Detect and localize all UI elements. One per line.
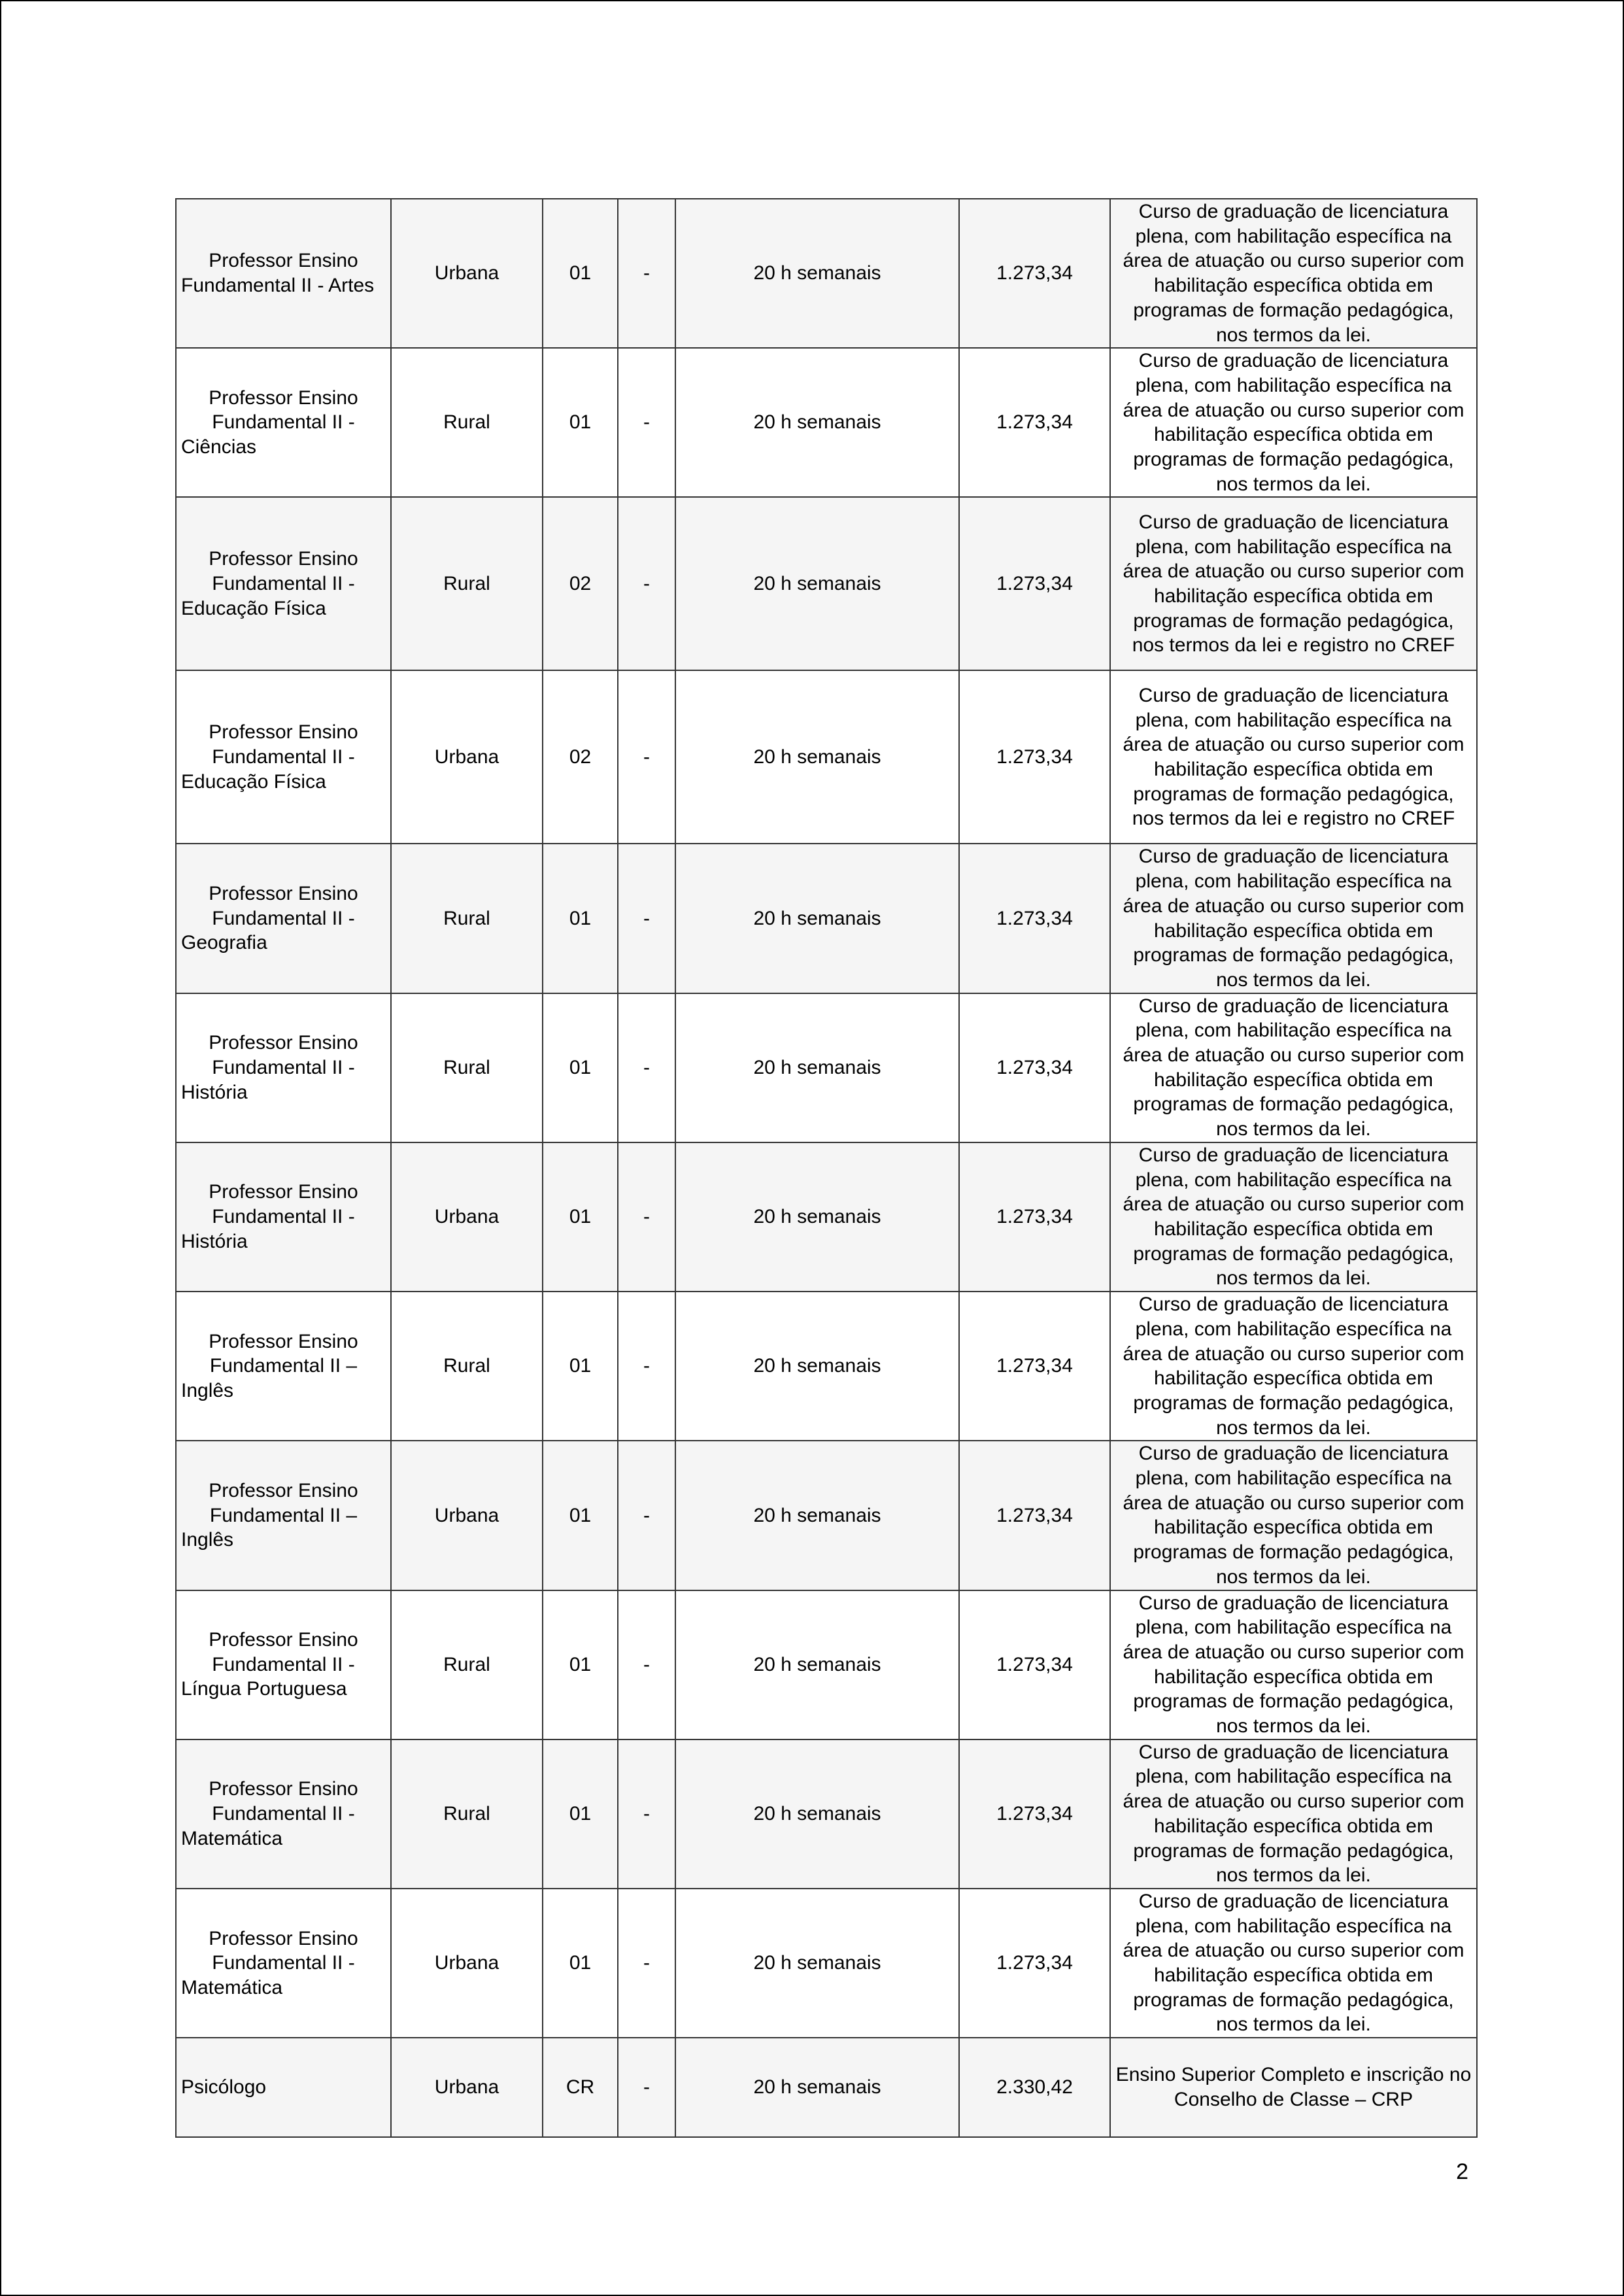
cell-vagas: 01 [543, 1142, 618, 1292]
cell-cargo: Professor Ensino Fundamental II - Língua Portuguesa [176, 1590, 391, 1739]
table-row [176, 1142, 1477, 1292]
cell-requisito: Curso de graduação de licenciatura plena, com habilitação específica na área de atuação ou curso superior com habilitação específica obtida em programas de formação pedagógica, nos termos da lei e registro no CREF [1110, 497, 1477, 670]
cell-salario: 1.273,34 [959, 348, 1110, 497]
cell-cargo: Professor Ensino Fundamental II - Educação Física [176, 670, 391, 844]
cell-carga-horaria: 20 h semanais [675, 2038, 959, 2137]
cell-pcd: - [618, 1142, 675, 1292]
cell-cargo: Professor Ensino Fundamental II - Educação Física [176, 497, 391, 670]
cell-pcd: - [618, 1739, 675, 1889]
cell-vagas: 01 [543, 1889, 618, 2038]
cell-zona: Urbana [391, 2038, 543, 2137]
cell-carga-horaria: 20 h semanais [675, 844, 959, 993]
cell-carga-horaria: 20 h semanais [675, 1889, 959, 2038]
cell-requisito: Curso de graduação de licenciatura plena, com habilitação específica na área de atuação ou curso superior com habilitação específica obtida em programas de formação pedagógica, nos termos da lei. [1110, 844, 1477, 993]
cell-requisito: Curso de graduação de licenciatura plena, com habilitação específica na área de atuação ou curso superior com habilitação específica obtida em programas de formação pedagógica, nos termos da lei. [1110, 993, 1477, 1142]
cell-zona: Rural [391, 348, 543, 497]
cell-requisito: Curso de graduação de licenciatura plena, com habilitação específica na área de atuação ou curso superior com habilitação específica obtida em programas de formação pedagógica, nos termos da lei. [1110, 1889, 1477, 2038]
table-row [176, 1441, 1477, 1590]
cell-vagas: 01 [543, 1590, 618, 1739]
cell-salario: 2.330,42 [959, 2038, 1110, 2137]
cell-salario: 1.273,34 [959, 1889, 1110, 2038]
cell-vagas: 01 [543, 1739, 618, 1889]
cell-cargo: Professor Ensino Fundamental II - Geografia [176, 844, 391, 993]
cell-zona: Urbana [391, 1441, 543, 1590]
cell-carga-horaria: 20 h semanais [675, 670, 959, 844]
cell-requisito: Curso de graduação de licenciatura plena, com habilitação específica na área de atuação ou curso superior com habilitação específica obtida em programas de formação pedagógica, nos termos da lei. [1110, 1292, 1477, 1441]
cell-requisito: Curso de graduação de licenciatura plena, com habilitação específica na área de atuação ou curso superior com habilitação específica obtida em programas de formação pedagógica, nos termos da lei. [1110, 199, 1477, 348]
cell-carga-horaria: 20 h semanais [675, 1292, 959, 1441]
cell-pcd: - [618, 2038, 675, 2137]
cell-vagas: 01 [543, 1292, 618, 1441]
cell-salario: 1.273,34 [959, 1739, 1110, 1889]
cell-pcd: - [618, 1889, 675, 2038]
page-number: 2 [1456, 2159, 1468, 2184]
cell-salario: 1.273,34 [959, 497, 1110, 670]
cell-salario: 1.273,34 [959, 1441, 1110, 1590]
cell-cargo: Psicólogo [176, 2038, 391, 2137]
cell-carga-horaria: 20 h semanais [675, 1590, 959, 1739]
cell-requisito: Curso de graduação de licenciatura plena, com habilitação específica na área de atuação ou curso superior com habilitação específica obtida em programas de formação pedagógica, nos termos da lei. [1110, 1590, 1477, 1739]
cell-carga-horaria: 20 h semanais [675, 199, 959, 348]
cell-salario: 1.273,34 [959, 1142, 1110, 1292]
table-row [176, 1739, 1477, 1889]
cell-vagas: 01 [543, 199, 618, 348]
job-table [175, 198, 1478, 2138]
cell-pcd: - [618, 993, 675, 1142]
cell-cargo: Professor Ensino Fundamental II - Matemática [176, 1889, 391, 2038]
cell-cargo: Professor Ensino Fundamental II - Ciências [176, 348, 391, 497]
cell-pcd: - [618, 1441, 675, 1590]
cell-pcd: - [618, 844, 675, 993]
cell-cargo: Professor Ensino Fundamental II - História [176, 993, 391, 1142]
cell-zona: Rural [391, 1739, 543, 1889]
cell-requisito: Curso de graduação de licenciatura plena, com habilitação específica na área de atuação ou curso superior com habilitação específica obtida em programas de formação pedagógica, nos termos da lei. [1110, 348, 1477, 497]
cell-requisito: Curso de graduação de licenciatura plena, com habilitação específica na área de atuação ou curso superior com habilitação específica obtida em programas de formação pedagógica, nos termos da lei. [1110, 1739, 1477, 1889]
cell-vagas: CR [543, 2038, 618, 2137]
table-row [176, 1292, 1477, 1441]
cell-salario: 1.273,34 [959, 670, 1110, 844]
cell-requisito: Curso de graduação de licenciatura plena, com habilitação específica na área de atuação ou curso superior com habilitação específica obtida em programas de formação pedagógica, nos termos da lei. [1110, 1142, 1477, 1292]
cell-carga-horaria: 20 h semanais [675, 1739, 959, 1889]
cell-carga-horaria: 20 h semanais [675, 1142, 959, 1292]
table-row [176, 2038, 1477, 2137]
cell-pcd: - [618, 670, 675, 844]
table-row [176, 1590, 1477, 1739]
cell-vagas: 01 [543, 1441, 618, 1590]
cell-salario: 1.273,34 [959, 844, 1110, 993]
cell-vagas: 01 [543, 993, 618, 1142]
cell-salario: 1.273,34 [959, 1292, 1110, 1441]
cell-carga-horaria: 20 h semanais [675, 348, 959, 497]
cell-zona: Urbana [391, 670, 543, 844]
cell-pcd: - [618, 199, 675, 348]
cell-cargo: Professor Ensino Fundamental II – Inglês [176, 1292, 391, 1441]
table-row [176, 1889, 1477, 2038]
cell-zona: Rural [391, 497, 543, 670]
cell-zona: Urbana [391, 199, 543, 348]
cell-zona: Rural [391, 993, 543, 1142]
cell-salario: 1.273,34 [959, 993, 1110, 1142]
cell-vagas: 02 [543, 670, 618, 844]
cell-requisito: Curso de graduação de licenciatura plena, com habilitação específica na área de atuação ou curso superior com habilitação específica obtida em programas de formação pedagógica, nos termos da lei. [1110, 1441, 1477, 1590]
cell-zona: Urbana [391, 1142, 543, 1292]
cell-zona: Rural [391, 1292, 543, 1441]
cell-cargo: Professor Ensino Fundamental II - Artes [176, 199, 391, 348]
table-row [176, 348, 1477, 497]
cell-zona: Rural [391, 844, 543, 993]
table-row [176, 497, 1477, 670]
cell-zona: Urbana [391, 1889, 543, 2038]
cell-vagas: 02 [543, 497, 618, 670]
cell-cargo: Professor Ensino Fundamental II - Matemática [176, 1739, 391, 1889]
table-row [176, 993, 1477, 1142]
cell-salario: 1.273,34 [959, 1590, 1110, 1739]
cell-pcd: - [618, 497, 675, 670]
cell-carga-horaria: 20 h semanais [675, 993, 959, 1142]
cell-requisito: Curso de graduação de licenciatura plena, com habilitação específica na área de atuação ou curso superior com habilitação específica obtida em programas de formação pedagógica, nos termos da lei e registro no CREF [1110, 670, 1477, 844]
cell-carga-horaria: 20 h semanais [675, 497, 959, 670]
cell-requisito: Ensino Superior Completo e inscrição no Conselho de Classe – CRP [1110, 2038, 1477, 2137]
cell-vagas: 01 [543, 348, 618, 497]
cell-carga-horaria: 20 h semanais [675, 1441, 959, 1590]
cell-zona: Rural [391, 1590, 543, 1739]
table-row [176, 670, 1477, 844]
table-row [176, 199, 1477, 348]
cell-pcd: - [618, 1292, 675, 1441]
cell-salario: 1.273,34 [959, 199, 1110, 348]
cell-pcd: - [618, 348, 675, 497]
cell-pcd: - [618, 1590, 675, 1739]
table-row [176, 844, 1477, 993]
cell-cargo: Professor Ensino Fundamental II - História [176, 1142, 391, 1292]
cell-cargo: Professor Ensino Fundamental II – Inglês [176, 1441, 391, 1590]
cell-vagas: 01 [543, 844, 618, 993]
